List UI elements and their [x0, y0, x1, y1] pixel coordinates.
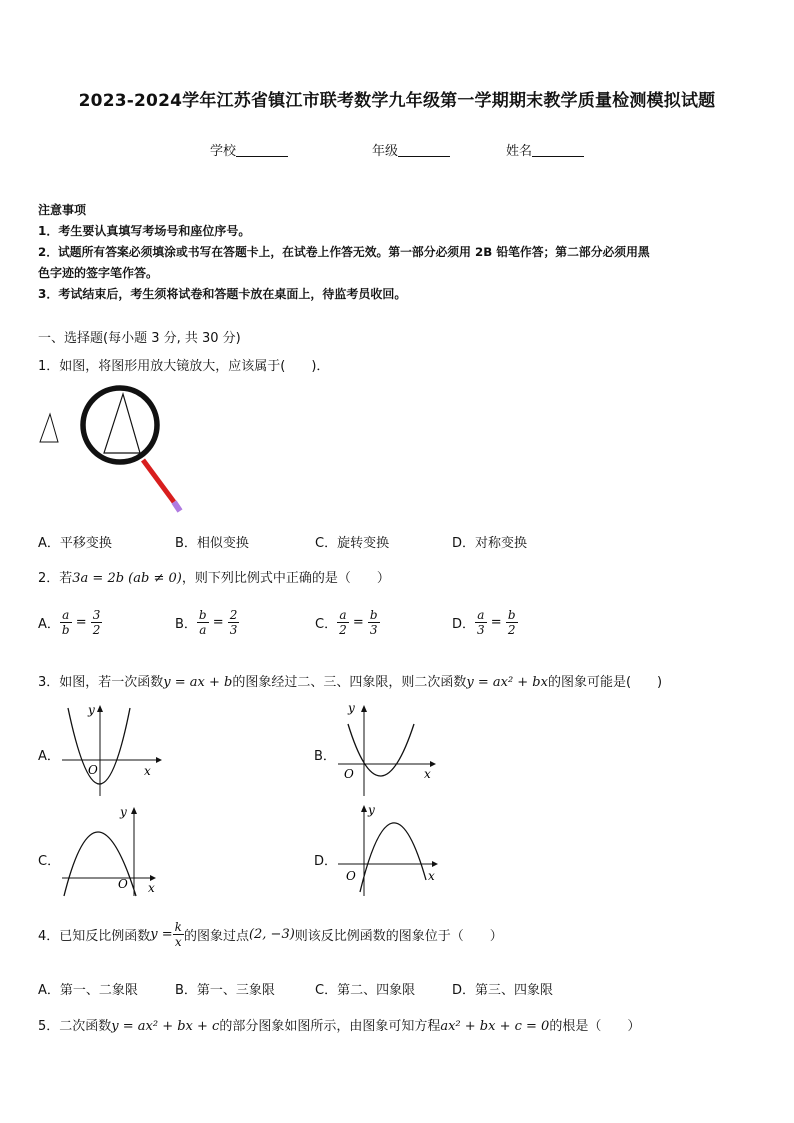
q3-option-b-label[interactable]: B．: [314, 749, 336, 764]
q2-option-a[interactable]: A． $\frac{a}{b}$ = $\frac{3}{2}$: [38, 608, 101, 637]
q2-option-c[interactable]: C． $\frac{a}{2}$ = $\frac{b}{3}$: [315, 608, 378, 637]
grade-field[interactable]: 年级: [372, 140, 450, 159]
section-heading: 一、选择题(每小题 3 分, 共 30 分): [38, 331, 241, 346]
question-5-stem: 5．二次函数y = ax² + bx + c的部分图象如图所示，由图象可知方程ax² + bx + c = 0的根是（ ）: [38, 1019, 641, 1034]
svg-text:y: y: [368, 803, 375, 817]
q2-option-b[interactable]: B． $\frac{b}{a}$ = $\frac{2}{3}$: [175, 608, 238, 637]
option-a[interactable]: A．平移变换: [38, 536, 112, 551]
svg-text:x: x: [148, 881, 155, 895]
notice-item: 1．考生要认真填写考场号和座位序号。: [38, 224, 251, 238]
notice-item: 3．考试结束后，考生须将试卷和答题卡放在桌面上，待监考员收回。: [38, 287, 407, 301]
option-b[interactable]: B．相似变换: [175, 536, 249, 551]
svg-text:x: x: [424, 767, 431, 781]
notice-heading: 注意事项: [38, 203, 87, 217]
lens-ring: [83, 388, 157, 462]
q4-option-d[interactable]: D．第三、四象限: [452, 983, 554, 998]
svg-text:y: y: [120, 805, 127, 819]
q3-graph-d[interactable]: [334, 800, 444, 900]
svg-text:O: O: [344, 767, 354, 781]
magnifier-figure: [36, 382, 186, 522]
question-4-stem: 4．已知反比例函数y = $\frac{k}{x}$ 的图象过点(2, −3)则该反比例函数的图象位于（ ）: [38, 920, 503, 949]
notice-item: 2．试题所有答案必须填涂或书写在答题卡上，在试卷上作答无效。第一部分必须用 2B 铅笔作答；第二部分必须用黑: [38, 245, 650, 259]
handle-end: [174, 502, 180, 511]
q3-option-d-label[interactable]: D．: [314, 854, 338, 869]
question-3-stem: 3．如图，若一次函数y = ax + b的图象经过二、三、四象限，则二次函数y = ax² + bx的图象可能是( ): [38, 675, 663, 690]
q3-graph-b[interactable]: [334, 700, 444, 800]
q3-option-c-label[interactable]: C．: [38, 854, 61, 869]
svg-text:y: y: [348, 701, 355, 715]
q3-graph-a[interactable]: [58, 700, 168, 800]
svg-text:O: O: [346, 869, 356, 883]
q4-option-c[interactable]: C．第二、四象限: [315, 983, 416, 998]
svg-text:O: O: [118, 877, 128, 891]
q2-option-d[interactable]: D． $\frac{a}{3}$ = $\frac{b}{2}$: [452, 608, 516, 637]
question-1-stem: 1．如图，将图形用放大镜放大，应该属于( )．: [38, 359, 330, 374]
q3-graph-c[interactable]: [58, 800, 168, 900]
page-title: 2023-2024学年江苏省镇江市联考数学九年级第一学期期末教学质量检测模拟试题: [78, 91, 716, 111]
notice-item: 色字迹的签字笔作答。: [38, 266, 159, 280]
name-field[interactable]: 姓名: [506, 140, 584, 159]
svg-text:y: y: [88, 703, 95, 717]
magnifier-handle: [143, 460, 174, 502]
q4-option-a[interactable]: A．第一、二象限: [38, 983, 138, 998]
question-2-stem: 2．若3a = 2b (ab ≠ 0)，则下列比例式中正确的是（ ）: [38, 571, 390, 586]
option-d[interactable]: D．对称变换: [452, 536, 528, 551]
school-field[interactable]: 学校: [210, 140, 288, 159]
option-c[interactable]: C．旋转变换: [315, 536, 390, 551]
q4-option-b[interactable]: B．第一、三象限: [175, 983, 275, 998]
small-triangle: [40, 414, 58, 442]
svg-text:x: x: [428, 869, 435, 883]
svg-text:O: O: [88, 763, 98, 777]
q3-option-a-label[interactable]: A．: [38, 749, 60, 764]
svg-text:x: x: [144, 764, 151, 778]
